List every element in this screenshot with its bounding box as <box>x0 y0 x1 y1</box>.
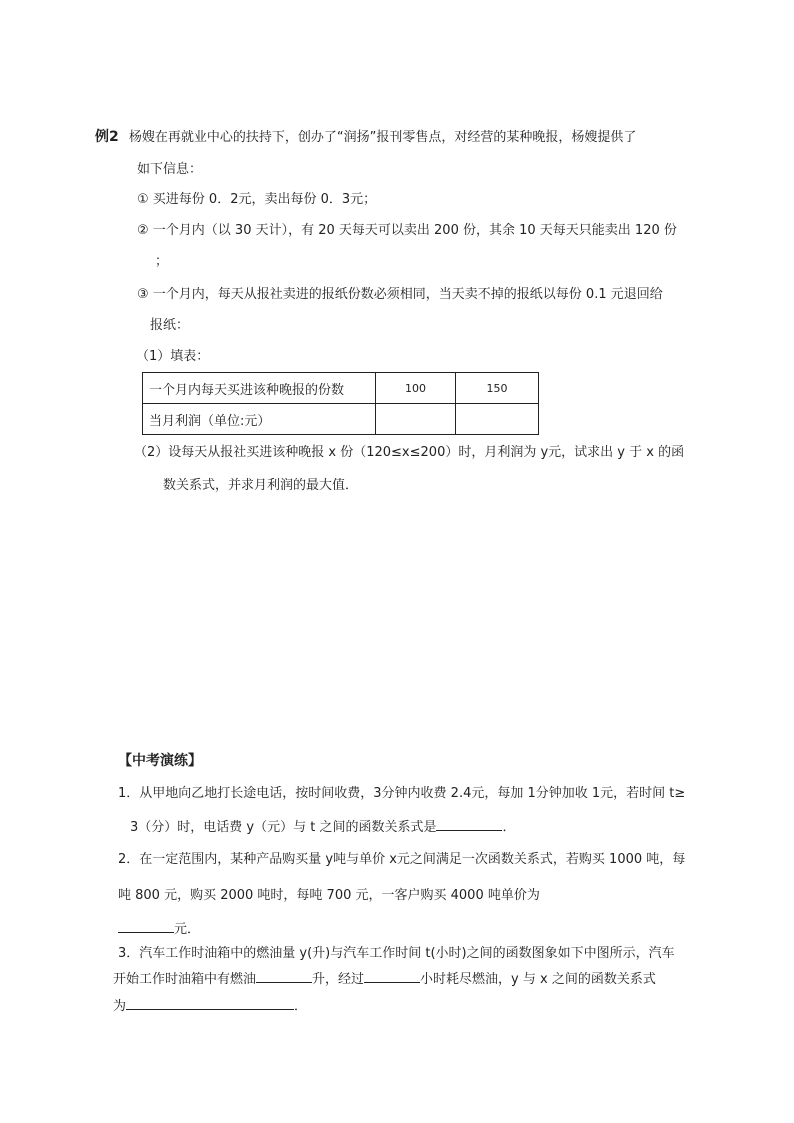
info-item-2-line2: ； <box>155 254 169 269</box>
practice-2-line2: 吨 800 元，购买 2000 吨时，每吨 700 元，一客户购买 4000 吨单价为 <box>118 888 540 903</box>
table-row-label: 一个月内每天买进该种晚报的份数 <box>143 373 376 404</box>
answer-blank[interactable] <box>126 997 294 1010</box>
example-heading-line <box>95 128 636 147</box>
table-row <box>143 404 539 435</box>
practice-1-end: ． <box>502 820 516 835</box>
question-1-label: （1）填表： <box>136 349 210 364</box>
table-answer-cell[interactable] <box>456 404 539 435</box>
practice-heading: 【中考演练】 <box>118 753 202 769</box>
table-cell-100: 100 <box>376 373 456 404</box>
question-2-line1: （2）设每天从报社买进该种晚报 x 份（120≤x≤200）时，月利润为 y元，试求出 y 于 x 的函 <box>134 445 685 460</box>
table-cell-150: 150 <box>456 373 539 404</box>
example-intro-line1: 杨嫂在再就业中心的扶持下，创办了“润扬”报刊零售点，对经营的某种晚报，杨嫂提供了 <box>128 130 637 145</box>
practice-2-line3 <box>118 920 200 939</box>
practice-1-text: 3（分）时，电话费 y（元）与 t 之间的函数关系式是 <box>130 820 437 835</box>
info-item-1: ① 买进每份 0．2元，卖出每份 0．3元； <box>137 192 377 207</box>
example-label: 例2 <box>95 129 119 145</box>
practice-3-text-b: 升，经过 <box>312 972 365 987</box>
practice-3-end: ． <box>294 999 308 1014</box>
info-item-2-line1: ② 一个月内（以 30 天计），有 20 天每天可以卖出 200 份，其余 10 天每天只能卖出 120 份 <box>137 223 677 238</box>
table-row <box>143 373 539 404</box>
practice-1-line2 <box>130 818 515 837</box>
practice-2-line1: 2．在一定范围内，某种产品购买量 y吨与单价 x元之间满足一次函数关系式，若购买 1000 吨，每 <box>118 852 686 867</box>
table-answer-cell[interactable] <box>376 404 456 435</box>
question-2-line2: 数关系式，并求月利润的最大值． <box>163 478 359 493</box>
practice-3-text-c: 小时耗尽燃油，y 与 x 之间的函数关系式 <box>420 972 656 987</box>
answer-blank[interactable] <box>364 970 420 983</box>
answer-blank[interactable] <box>256 970 312 983</box>
fill-table <box>142 372 539 435</box>
info-item-3-line2: 报纸： <box>150 318 190 333</box>
practice-2-end: 元． <box>174 922 201 937</box>
example-intro-line2: 如下信息： <box>137 162 203 177</box>
table-row-label: 当月利润（单位:元） <box>143 404 376 435</box>
practice-3-line1: 3．汽车工作时油箱中的燃油量 y(升)与汽车工作时间 t(小时)之间的函数图象如下中图所示，汽车 <box>118 946 675 961</box>
practice-3-text-a: 开始工作时油箱中有燃油 <box>113 972 257 987</box>
practice-3-line3 <box>113 997 307 1016</box>
info-item-3-line1: ③ 一个月内，每天从报社卖进的报纸份数必须相同，当天卖不掉的报纸以每份 0.1 元退回给 <box>137 287 663 302</box>
practice-1-line1: 1．从甲地向乙地打长途电话，按时间收费，3分钟内收费 2.4元，每加 1分钟加收 1元，若时间 t≥ <box>118 786 686 801</box>
answer-blank[interactable] <box>118 920 174 933</box>
practice-3-text-d: 为 <box>113 999 127 1014</box>
answer-blank[interactable] <box>436 818 502 831</box>
practice-3-line2 <box>113 970 656 989</box>
